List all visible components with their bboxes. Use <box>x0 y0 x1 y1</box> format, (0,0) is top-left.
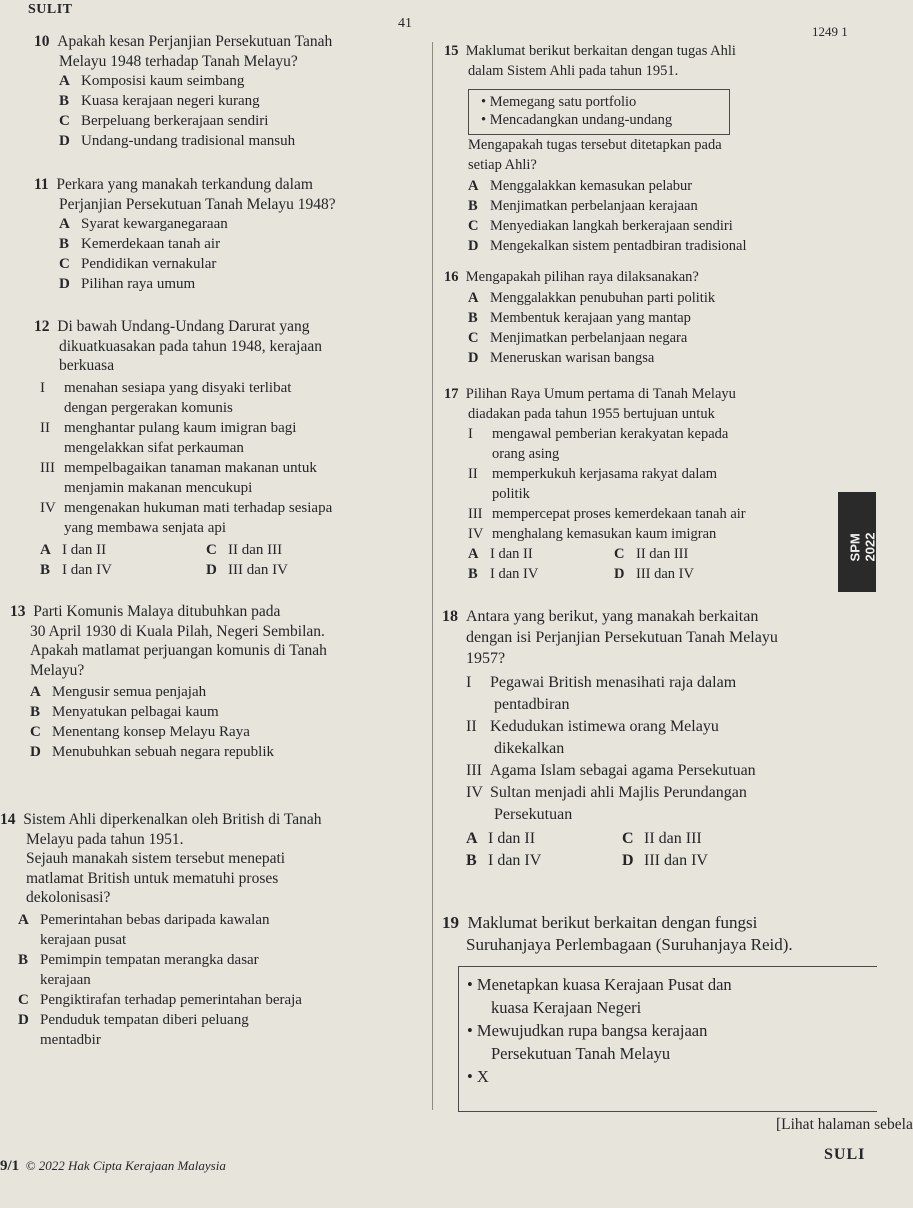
question-text: Antara yang berikut, yang manakah berkaitan <box>466 608 759 625</box>
option-c: C Pendidikan vernakular <box>59 256 217 272</box>
spm-side-tab: SPM 2022 <box>838 492 876 592</box>
option-b: B Membentuk kerajaan yang mantap <box>468 309 691 326</box>
option-a: A Menggalakkan penubuhan parti politik <box>468 289 716 306</box>
option-c: C II dan III <box>614 546 689 562</box>
question-number: 15 <box>444 43 459 59</box>
question-text: berkuasa <box>59 357 115 374</box>
question-text: Apakah kesan Perjanjian Persekutuan Tanah <box>57 33 333 50</box>
statement-2: II memperkukuh kerjasama rakyat dalam <box>468 466 718 482</box>
question-text: Apakah matlamat perjuangan komunis di Tanah <box>30 642 327 659</box>
next-page-note: [Lihat halaman sebela <box>776 1116 913 1133</box>
question-number: 10 <box>34 33 50 50</box>
bullet-item: • X <box>467 1067 489 1086</box>
question-number: 17 <box>444 386 459 402</box>
question-number: 14 <box>0 811 16 828</box>
option-d: D Penduduk tempatan diberi peluang <box>18 1011 249 1028</box>
option-a-cont: kerajaan pusat <box>40 931 127 948</box>
question-13 <box>10 602 327 762</box>
option-d: D Menubuhkan sebuah negara republik <box>30 744 275 760</box>
statement-2-cont: mengelakkan sifat perkauman <box>64 439 244 456</box>
option-b: B Menyatukan pelbagai kaum <box>30 704 219 720</box>
question-15-stem: Mengapakah tugas tersebut ditetapkan pada setiap Ahli? A Menggalakkan kemasukan pelabur B Menjimatkan perbelanjaan kerajaan C Menyediakan langkah berkerajaan sendiri D Mengekalkan sistem pentadbiran tradisional <box>468 137 747 254</box>
option-c: C Menjimatkan perbelanjaan negara <box>468 329 688 346</box>
question-12 <box>34 317 332 580</box>
question-text: Maklumat berikut berkaitan dengan fungsi <box>467 913 758 932</box>
question-text: Melayu? <box>30 661 85 679</box>
option-c: C Menyediakan langkah berkerajaan sendiri <box>468 218 733 234</box>
statement-1-cont: dengan pergerakan komunis <box>64 399 233 416</box>
statement-4: IV menghalang kemasukan kaum imigran <box>468 526 717 542</box>
statement-2: II Kedudukan istimewa orang Melayu <box>466 718 719 735</box>
statement-1: I mengawal pemberian kerakyatan kepada <box>468 426 729 442</box>
statement-2-cont: politik <box>492 486 530 502</box>
question-14 <box>0 810 322 1050</box>
statement-4-cont: yang membawa senjata api <box>64 519 227 536</box>
option-a: A I dan II <box>468 546 533 562</box>
bullet-item: • Mencadangkan undang-undang <box>481 112 673 128</box>
question-text: diadakan pada tahun 1955 bertujuan untuk <box>468 405 715 422</box>
option-a: A Komposisi kaum seimbang <box>59 73 245 89</box>
option-b: B I dan IV <box>468 566 539 582</box>
option-c: C II dan III <box>206 541 283 558</box>
statement-3: III mempelbagaikan tanaman makanan untuk <box>40 459 317 476</box>
option-d: D III dan IV <box>614 566 694 582</box>
question-number: 16 <box>444 269 459 285</box>
statement-4: IV mengenakan hukuman mati terhadap sesiapa <box>40 499 333 516</box>
option-b: B Pemimpin tempatan merangka dasar <box>18 951 259 968</box>
option-b: B I dan IV <box>40 561 112 578</box>
question-text: Sejauh manakah sistem tersebut menepati <box>26 850 286 867</box>
option-c: C Menentang konsep Melayu Raya <box>30 724 250 740</box>
header-sulit: SULIT <box>28 2 73 17</box>
footer-copyright: 9/1 © 2022 Hak Cipta Kerajaan Malaysia <box>0 1158 226 1174</box>
question-text: Di bawah Undang-Undang Darurat yang <box>57 318 310 335</box>
question-16 <box>444 268 715 368</box>
question-text: Perkara yang manakah terkandung dalam <box>56 176 313 193</box>
question-15 <box>444 42 736 81</box>
question-text: 1957? <box>466 650 506 667</box>
question-text: Perjanjian Persekutuan Tanah Melayu 1948? <box>59 195 336 213</box>
option-c: C II dan III <box>622 830 702 847</box>
statement-4: IV Sultan menjadi ahli Majlis Perundangan <box>466 784 747 801</box>
option-b: B Menjimatkan perbelanjaan kerajaan <box>468 198 698 214</box>
option-a: A I dan II <box>466 830 536 847</box>
option-a: A I dan II <box>40 541 107 558</box>
option-b: B I dan IV <box>466 852 542 869</box>
statement-2: II menghantar pulang kaum imigran bagi <box>40 419 297 436</box>
question-18 <box>442 606 778 872</box>
statement-3: III Agama Islam sebagai agama Persekutuan <box>466 762 756 779</box>
option-c: C Berpeluang berkerajaan sendiri <box>59 113 269 129</box>
question-number: 12 <box>34 318 50 335</box>
option-a: A Syarat kewarganegaraan <box>59 216 228 232</box>
question-17 <box>444 385 746 584</box>
question-19 <box>442 912 793 956</box>
question-text: matlamat British untuk mematuhi proses <box>26 869 279 887</box>
statement-1: I menahan sesiapa yang disyaki terlibat <box>40 379 292 396</box>
question-text: Suruhanjaya Perlembagaan (Suruhanjaya Reid). <box>466 935 793 954</box>
question-text: Melayu pada tahun 1951. <box>26 830 184 848</box>
bullet-item: • Menetapkan kuasa Kerajaan Pusat dan <box>467 975 732 994</box>
option-d: D Meneruskan warisan bangsa <box>468 349 655 366</box>
footer-code: 9/1 <box>0 1158 20 1174</box>
question-11 <box>34 175 336 294</box>
question-text: 30 April 1930 di Kuala Pilah, Negeri Sembilan. <box>30 622 325 640</box>
option-b-cont: kerajaan <box>40 971 91 988</box>
option-a: A Mengusir semua penjajah <box>30 684 207 700</box>
statement-2-cont: dikekalkan <box>494 740 565 757</box>
question-text: Pilihan Raya Umum pertama di Tanah Melayu <box>465 386 736 402</box>
statement-3: III mempercepat proses kemerdekaan tanah air <box>468 506 746 522</box>
option-d-cont: mentadbir <box>40 1031 101 1048</box>
question-number: 11 <box>34 176 49 193</box>
question-text: dalam Sistem Ahli pada tahun 1951. <box>468 62 679 79</box>
paper-code: 1249 1 <box>812 24 848 39</box>
option-d: D III dan IV <box>206 561 288 578</box>
question-text: Sistem Ahli diperkenalkan oleh British di Tanah <box>23 811 322 828</box>
info-box-15 <box>468 89 730 135</box>
option-b: B Kemerdekaan tanah air <box>59 236 221 252</box>
statement-1: I Pegawai British menasihati raja dalam <box>466 674 737 691</box>
option-d: D Pilihan raya umum <box>59 276 196 292</box>
bullet-item: • Memegang satu portfolio <box>481 94 637 110</box>
info-box-19 <box>458 966 877 1112</box>
question-text: Melayu 1948 terhadap Tanah Melayu? <box>59 52 298 70</box>
statement-1-cont: orang asing <box>492 446 560 462</box>
statement-1-cont: pentadbiran <box>494 696 570 713</box>
option-d: D III dan IV <box>622 852 708 869</box>
question-text: dikuatkuasakan pada tahun 1948, kerajaan <box>59 337 322 355</box>
bullet-item: • Mewujudkan rupa bangsa kerajaan <box>467 1021 708 1040</box>
question-number: 13 <box>10 603 26 620</box>
question-number: 18 <box>442 608 458 625</box>
question-text: dekolonisasi? <box>26 889 111 906</box>
option-a: A Menggalakkan kemasukan pelabur <box>468 178 693 194</box>
question-text: dengan isi Perjanjian Persekutuan Tanah Melayu <box>466 629 778 646</box>
statement-4-cont: Persekutuan <box>494 806 573 823</box>
question-text: Maklumat berikut berkaitan dengan tugas Ahli <box>465 43 736 59</box>
bullet-item-cont: Persekutuan Tanah Melayu <box>491 1044 671 1063</box>
question-number: 19 <box>442 913 459 932</box>
statement-3-cont: menjamin makanan mencukupi <box>64 479 253 496</box>
question-text: Mengapakah pilihan raya dilaksanakan? <box>465 269 699 285</box>
option-d: D Mengekalkan sistem pentadbiran tradisional <box>468 238 747 254</box>
question-text: Parti Komunis Malaya ditubuhkan pada <box>33 603 281 620</box>
page-number: 41 <box>398 16 412 31</box>
option-b: B Kuasa kerajaan negeri kurang <box>59 93 260 109</box>
option-d: D Undang-undang tradisional mansuh <box>59 133 296 149</box>
bullet-item-cont: kuasa Kerajaan Negeri <box>491 998 642 1017</box>
option-a: A Pemerintahan bebas daripada kawalan <box>18 911 270 928</box>
option-c: C Pengiktirafan terhadap pemerintahan beraja <box>18 991 302 1008</box>
column-divider <box>432 42 433 1110</box>
footer-sulit: SULI <box>824 1146 866 1163</box>
question-10 <box>34 32 332 151</box>
